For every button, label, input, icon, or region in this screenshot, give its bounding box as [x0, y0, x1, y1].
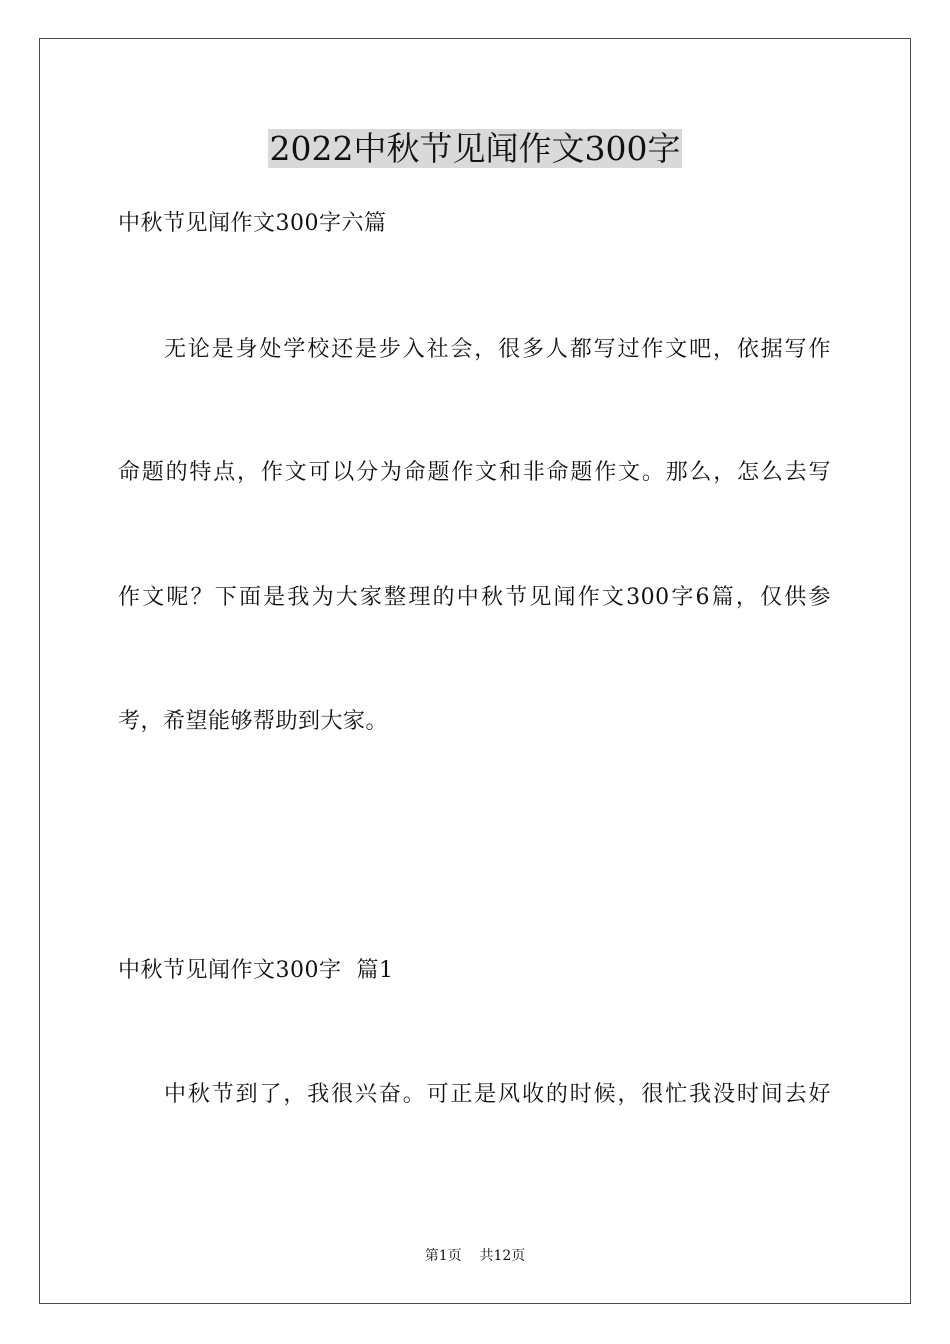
- section-heading: 中秋节见闻作文300字 篇1: [118, 958, 394, 983]
- intro-line-2: 命题的特点，作文可以分为命题作文和非命题作文。那么，怎么去写: [118, 460, 831, 485]
- intro-line-3: 作文呢？下面是我为大家整理的中秋节见闻作文300字6篇，仅供参: [118, 585, 831, 610]
- section-line-1: 中秋节到了，我很兴奋。可正是风收的时候，很忙我没时间去好: [164, 1082, 831, 1107]
- intro-line-4: 考，希望能够帮助到大家。: [118, 709, 389, 734]
- intro-line-1: 无论是身处学校还是步入社会，很多人都写过作文吧，依据写作: [164, 337, 831, 362]
- document-title-text: 2022中秋节见闻作文300字: [269, 129, 681, 168]
- document-title: [0, 124, 950, 174]
- page-number-footer: 第1页 共12页: [424, 1248, 526, 1264]
- document-subtitle: 中秋节见闻作文300字六篇: [118, 211, 387, 236]
